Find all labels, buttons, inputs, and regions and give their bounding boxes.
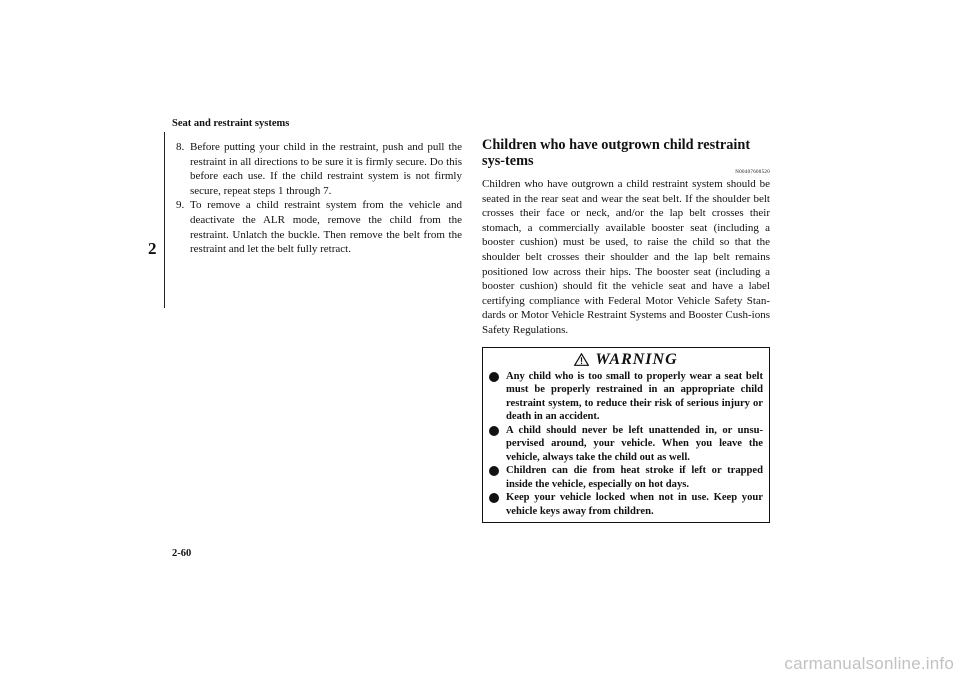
warning-item [489, 491, 763, 518]
watermark: carmanualsonline.info [784, 654, 954, 673]
warning-header [489, 350, 763, 370]
warning-item [489, 424, 763, 465]
bullet-icon [489, 466, 499, 476]
warning-item-text: Children can die from heat stroke if left or trapped inside the vehicle, especially on hot days. [506, 465, 763, 490]
warning-item-text: Any child who is too small to properly wear a seat belt must be properly restrained in an appropriate child restraint system, to reduce their risk of serious injury or death in an accident. [506, 370, 763, 423]
section-heading: Children who have outgrown child restraint sys-tems [482, 137, 751, 169]
step-item [172, 198, 462, 256]
bullet-icon [489, 426, 499, 436]
left-column [172, 140, 462, 257]
right-column [482, 138, 770, 523]
bullet-icon [489, 493, 499, 503]
warning-item-text: Keep your vehicle locked when not in use. Keep your vehicle keys away from children. [506, 492, 763, 517]
step-item [172, 140, 462, 198]
warning-triangle-icon [574, 353, 589, 366]
bullet-icon [489, 372, 499, 382]
step-text: To remove a child restraint system from the vehicle and deactivate the ALR mode, remove the child from the restraint. Unlatch the buckle. Then remove the belt from the restraint and let the belt fully retract. [190, 199, 462, 256]
chapter-tab [134, 132, 165, 308]
warning-item [489, 464, 763, 491]
step-number: 8. [176, 141, 185, 153]
warning-item [489, 370, 763, 424]
step-text: Before putting your child in the restraint, push and pull the restraint in all directions to be sure it is firmly secure. Do this before each use. If the child restraint system is not firmly secure, repeat steps 1 through 7. [190, 141, 462, 197]
section-body: Children who have outgrown a child restraint system should be seated in the rear seat and wear the seat belt. If the shoulder belt crosses their face or neck, and/or the lap belt crosses their stomach, a commercially available booster seat (including a booster cushion) must be used, to raise the child so that the shoulder belt crosses their shoulder and the lap belt remains positioned low across their hips. The booster seat (including a booster cushion) should fit the vehicle seat and have a label certifying compliance with Federal Motor Vehicle Safety Stan-dards or Motor Vehicle Restraint Systems and Booster Cush-ions Safety Regulations. [482, 178, 770, 336]
step-number: 9. [176, 199, 185, 212]
header-section-title: Seat and restraint systems [172, 118, 290, 129]
page-number: 2-60 [172, 548, 192, 559]
warning-label: WARNING [595, 350, 678, 368]
section-code: N00407600520 [735, 170, 770, 175]
warning-box [482, 347, 770, 524]
chapter-number: 2 [148, 239, 157, 258]
warning-item-text: A child should never be left unattended in, or unsu-pervised around, your vehicle. When you leave the vehicle, always take the child out as well. [506, 424, 763, 463]
